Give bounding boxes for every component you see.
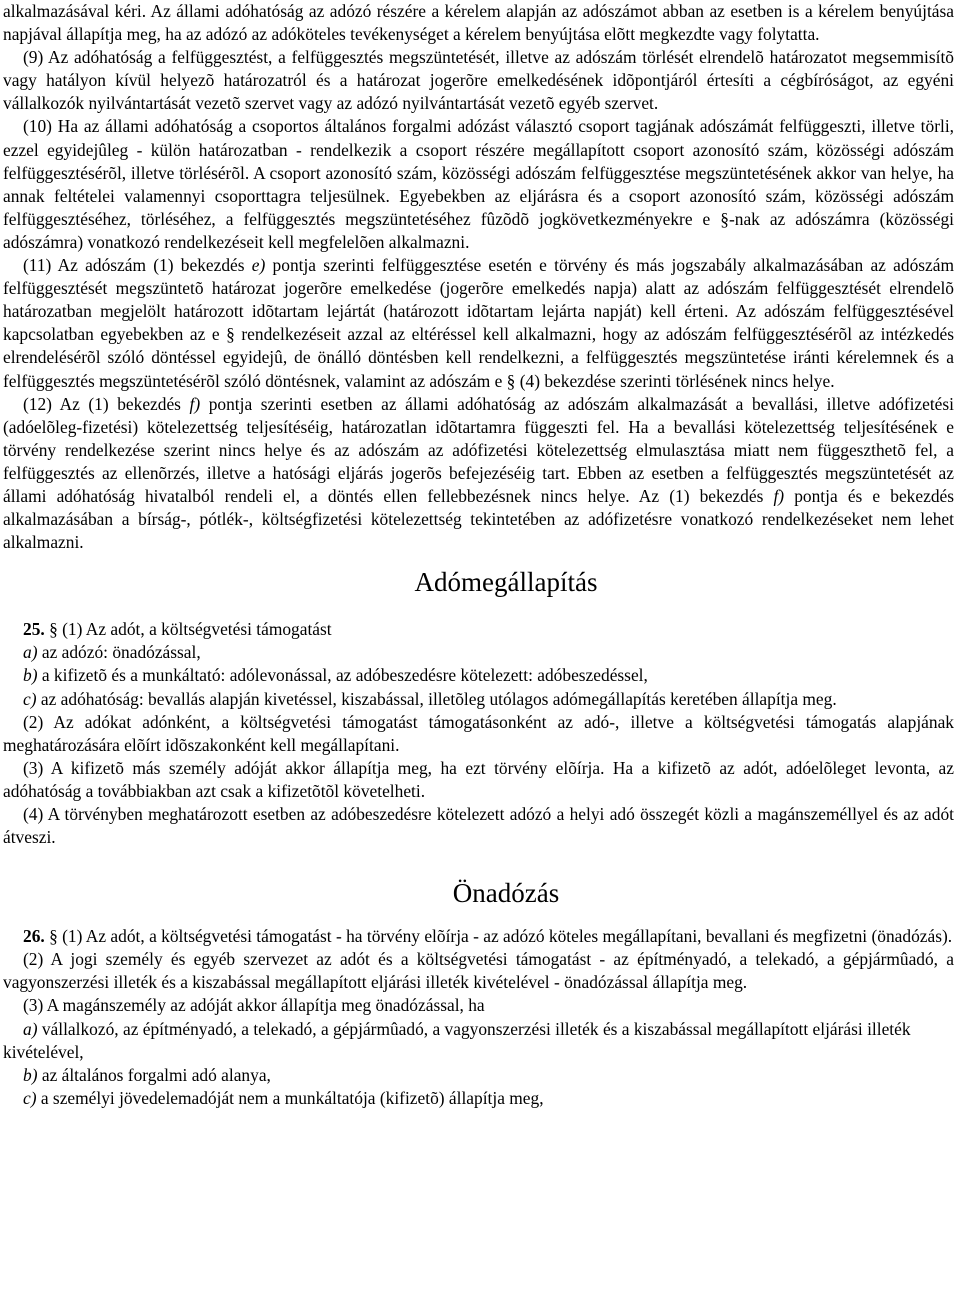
section-number: 25. — [23, 619, 45, 640]
list-item-label: b) — [23, 1064, 38, 1085]
section-heading-onadozas: Önadózás — [452, 878, 560, 909]
list-item-text: az adózó: önadózással, — [37, 642, 201, 663]
list-item — [3, 641, 954, 664]
section-26-paragraph-2: (2) A jogi személy és egyéb szervezet az adót és a költségvetési támogatást - az építményadó, a telekadó, a gépjármûadó, a vagyonszerzési illeték és a kiszabással megállapított eljárási illeték kivételével - önadózással állapítja meg. — [3, 949, 954, 993]
list-item — [3, 1018, 954, 1064]
list-item-label: a) — [23, 642, 38, 663]
list-item-label: c) — [23, 1087, 37, 1108]
section-25-lead — [3, 618, 954, 641]
intro-paragraph: alkalmazásával kéri. Az állami adóhatóság az adózó részére a kérelem alapján az adószámot abban az esetben is a kérelem benyújtása napjával állapítja meg, ha az adózó az adóköteles tevékenységet a kérelem benyújtása elõtt megkezdte vagy folytatta. — [3, 1, 954, 45]
list-item — [3, 688, 954, 711]
list-item-text: a személyi jövedelemadóját nem a munkáltatója (kifizetõ) állapítja meg, — [36, 1087, 544, 1108]
list-item — [3, 664, 954, 687]
list-item-text: a kifizetõ és a munkáltató: adólevonással, az adóbeszedésre kötelezett: adóbeszedéssel, — [37, 665, 648, 686]
list-item-text: az általános forgalmi adó alanya, — [37, 1064, 271, 1085]
section-26-lead — [3, 925, 954, 948]
list-item-label: a) — [23, 1018, 38, 1039]
paragraph-10: (10) Ha az állami adóhatóság a csoportos általános forgalmi adózást választó csoport tagjának adószámát felfüggeszti, illetve törli, ezzel egyidejûleg - külön határozatban - rendelkezik a csoport részére megállapított csoport azonosító szám, közösségi adószám felfüggesztésérõl, illetve törlésérõl. A csoport azonosító szám, közösségi adószám felfüggesztése megszüntetésének akkor van helye, ha annak feltételei valamennyi csoporttagra teljesülnek. Egyebekben az eljárásra és a csoport azonosító szám, közösségi adószám felfüggesztéséhez, törléséhez, a felfüggesztés megszüntetéséhez fûzõdõ jogkövetkezményekre e §-nak az adószámra (közösségi adószámra) vonatkozó rendelkezéseit kell megfelelõen alkalmazni. — [3, 116, 954, 252]
paragraph-11 — [3, 254, 954, 393]
paragraph-12-part-c: pontja és e bekezdés alkalmazásában a bírság-, pótlék-, költségfizetési kötelezettség tekintetében az adófizetésre vonatkozó rendelkezéseket nem lehet alkalmazni. — [3, 485, 955, 553]
section-26-paragraph-3: (3) A magánszemély az adóját akkor állapítja meg önadózással, ha — [23, 995, 485, 1016]
paragraph-12-part-b: pontja szerinti esetben az állami adóhatóság az adószám alkalmazását a bevallási, illetve adófizetési (adóelõleg-fizetési) kötelezettség teljesítéséig, határozatlan idõtartamra függeszti fel. Ha a bevallási kötelezettség teljesítésének e törvény rendelkezése szerint nincs helye és az adószám az adófizetési kötelezettség elmulasztása miatt nem függeszthetõ fel, a felfüggesztés az ellenõrzés, illetve a hatósági eljárás jogerõs befejezéséig tart. Ebben az esetben a felfüggesztés megszüntetését az állami adóhatóság hivatalból rendeli el, a döntés ellen fellebbezésnek nincs helye. Az (1) bekezdés — [3, 393, 954, 506]
list-item — [3, 1087, 954, 1110]
paragraph-12-point-ref: f) — [189, 393, 201, 414]
paragraph-12-part-a: (12) Az (1) bekezdés — [23, 393, 190, 414]
paragraph-11-part-a: (11) Az adószám (1) bekezdés — [23, 255, 252, 276]
paragraph-12 — [3, 393, 954, 555]
section-25-lead-text: § (1) Az adót, a költségvetési támogatást — [44, 619, 332, 640]
list-item-label: c) — [23, 688, 37, 709]
section-25-paragraph-2: (2) Az adókat adónként, a költségvetési támogatást támogatásonként az adó-, illetve a költségvetési támogatás alapjának meghatározására elõírt idõszakonként kell megállapítani. — [3, 711, 954, 755]
section-heading-adomegallapitas: Adómegállapítás — [414, 567, 598, 598]
section-25-paragraph-4: (4) A törvényben meghatározott esetben az adóbeszedésre kötelezett adózó a helyi adó összegét közli a magánszeméllyel és az adót átveszi. — [3, 804, 954, 848]
paragraph-9: (9) Az adóhatóság a felfüggesztést, a felfüggesztés megszüntetését, illetve az adószám törlését elrendelõ határozatot megsemmisítõ vagy hatályon kívül helyezõ határozatról és a határozat jogerõre emelkedésének idõpontjáról értesíti a cégbíróságot, az egyéni vállalkozók nyilvántartását vezetõ szervet vagy az adózó nyilvántartását vezetõ egyéb szervet. — [3, 47, 954, 114]
paragraph-11-part-b: pontja szerinti felfüggesztése esetén e törvény és más jogszabály alkalmazásában az adószám felfüggesztését megszüntetõ határozat jogerõre emelkedése (jogerõre emelkedés napja) alatt az adószám felfüggesztését elrendelõ határozatban megjelölt határozott idõtartam lejártát (határozott idõtartam lejárta napját) kell érteni. Az adószám felfüggesztésével kapcsolatban egyebekben az e § rendelkezéseit azzal az eltéréssel kell alkalmazni, hogy az adószám felfüggesztésérõl az intézkedés elrendelésérõl szóló döntéssel egyidejû, de önálló döntésben kell rendelkezni, a felfüggesztés megszüntetése iránti kérelemnek és a felfüggesztés megszüntetésérõl szóló döntésnek, valamint az adószám e § (4) bekezdése szerinti törlésének nincs helye. — [3, 255, 954, 391]
list-item-label: b) — [23, 665, 38, 686]
paragraph-12-point-ref-2: f) — [773, 485, 785, 506]
section-number: 26. — [23, 926, 45, 947]
paragraph-11-point-ref: e) — [251, 255, 266, 276]
section-25-paragraph-3: (3) A kifizetõ más személy adóját akkor állapítja meg, ha ezt törvény elõírja. Ha a kifizetõ az adót, adóelõleget levonta, az adóhatóság a továbbiakban azt csak a kifizetõtõl követelheti. — [3, 757, 954, 801]
list-item-text: az adóhatóság: bevallás alapján kivetéssel, kiszabással, illetõleg utólagos adómegállapítás keretében állapítja meg. — [36, 688, 837, 709]
section-26-lead-text: § (1) Az adót, a költségvetési támogatást - ha törvény elõírja - az adózó köteles megállapítani, bevallani és megfizetni (önadózás). — [44, 926, 953, 947]
list-item-text: vállalkozó, az építményadó, a telekadó, a gépjármûadó, a vagyonszerzési illeték és a kiszabással megállapított eljárási illeték kivételével, — [3, 1018, 911, 1062]
list-item — [3, 1064, 954, 1087]
